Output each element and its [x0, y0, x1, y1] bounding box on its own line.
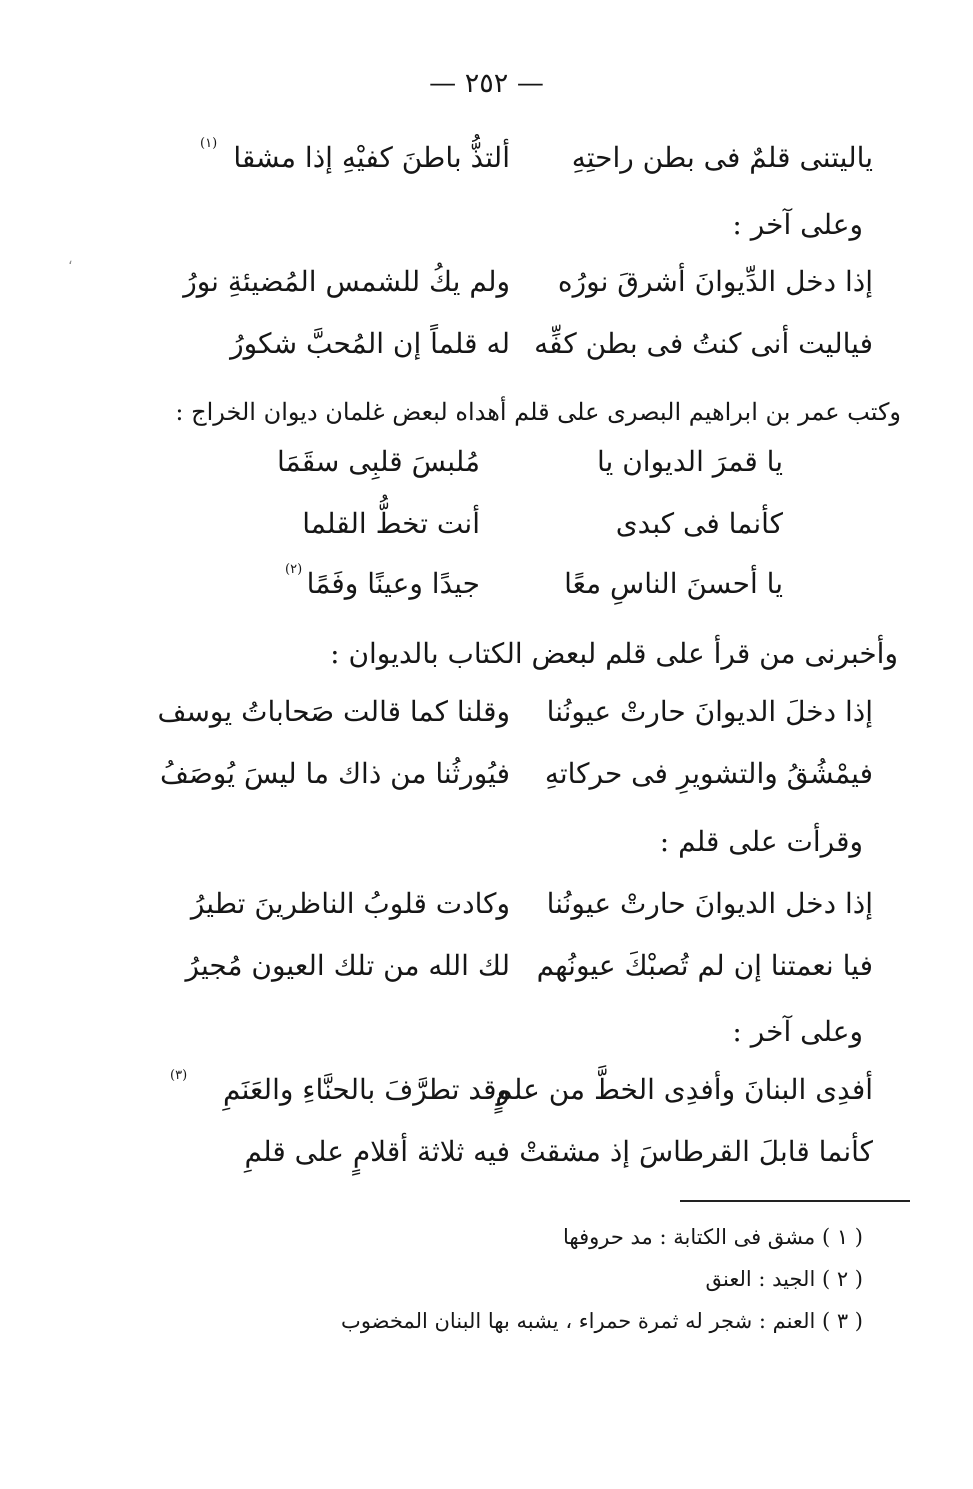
verse-2-2-second: له قلماً إن المُحبَّ شكورُ: [230, 327, 510, 360]
margin-mark: ،: [68, 252, 73, 268]
intro-line-3: وكتب عمر بن ابراهيم البصرى على قلم أهداه لبعض غلمان ديوان الخراج :: [175, 398, 901, 426]
intro-line-6: وعلى آخر :: [732, 1015, 863, 1048]
intro-line-5: وقرأت على قلم :: [659, 825, 863, 858]
verse-3-2-first: كأنما فى كبدى: [615, 507, 783, 540]
footnote-2: ( ٢ ) الجيد : العنق: [705, 1267, 863, 1291]
footnote-marker-1: (١): [200, 136, 218, 151]
footnote-divider: [680, 1200, 910, 1202]
verse-5-1-first: إذا دخل الديوانَ حارتْ عيونُنا: [546, 887, 873, 920]
footnote-3: ( ٣ ) العنم : شجر له ثمرة حمراء ، يشبه بها البنان المخضوب: [341, 1309, 863, 1333]
verse-3-1-second: مُلبسَ قلبِى سقَمَا: [277, 445, 480, 478]
verse-3-1-first: يا قمرَ الديوان يا: [597, 445, 783, 478]
verse-2-1-second: ولم يكُ للشمس المُضيئةِ نورُ: [183, 265, 510, 298]
verse-1-first-hemistich: ياليتنى قلمٌ فى بطن راحتِهِ: [571, 141, 873, 174]
verse-5-2-second: لك الله من تلك العيون مُجيرُ: [185, 949, 510, 982]
footnote-marker-3: (٣): [170, 1068, 188, 1083]
verse-4-2-second: فيُورثُنا من ذاك ما ليسَ يُوصَفُ: [160, 757, 510, 790]
verse-4-2-first: فيمْشُقُ والتشويرِ فى حركاتهِ: [544, 757, 873, 790]
verse-3-3-second: جيدًا وعينًا وفَمًا: [306, 567, 480, 600]
verse-6-1-first: أفدِى البنانَ وأفدِى الخطَّ من علمٍ: [495, 1073, 873, 1106]
footnote-marker-2: (٢): [285, 562, 303, 577]
intro-line-4: وأخبرنى من قرأ على قلم لبعض الكتاب بالديوان :: [330, 637, 898, 670]
verse-3-3-first: يا أحسنَ الناسِ معًا: [564, 567, 783, 600]
intro-line-2: وعلى آخر :: [732, 208, 863, 241]
verse-2-2-first: فياليت أنى كنتُ فى بطن كفِّه: [534, 327, 873, 360]
verse-5-1-second: وكادت قلوبُ الناظرينَ تطيرُ: [190, 887, 510, 920]
verse-1-second-hemistich: ألتذُّ باطنَ كفيْهِ إذا مشقا: [233, 141, 510, 174]
verse-4-1-first: إذا دخلَ الديوانَ حارتْ عيونُنا: [546, 695, 873, 728]
page-number: — ٢٥٢ —: [429, 68, 544, 99]
verse-2-1-first: إذا دخل الدِّيوانَ أشرقَ نورُه: [557, 265, 873, 298]
verse-4-1-second: وقلنا كما قالت صَحاباتُ يوسف: [157, 695, 510, 728]
verse-6-1-second: وقد تطرَّفَ بالحنَّاءِ والعَنَمِ: [222, 1073, 510, 1106]
verse-3-2-second: أنت تخطُّ القلما: [302, 507, 480, 540]
verse-5-2-first: فيا نعمتنا إن لم تُصبْكَ عيونُهم: [536, 949, 873, 982]
verse-6-2-first: كأنما قابلَ القرطاسَ إذ مشقتْ: [519, 1135, 873, 1168]
footnote-1: ( ١ ) مشق فى الكتابة : مد حروفها: [563, 1225, 863, 1249]
verse-6-2-second: فيه ثلاثة أقلامٍ على قلمِ: [244, 1135, 510, 1168]
